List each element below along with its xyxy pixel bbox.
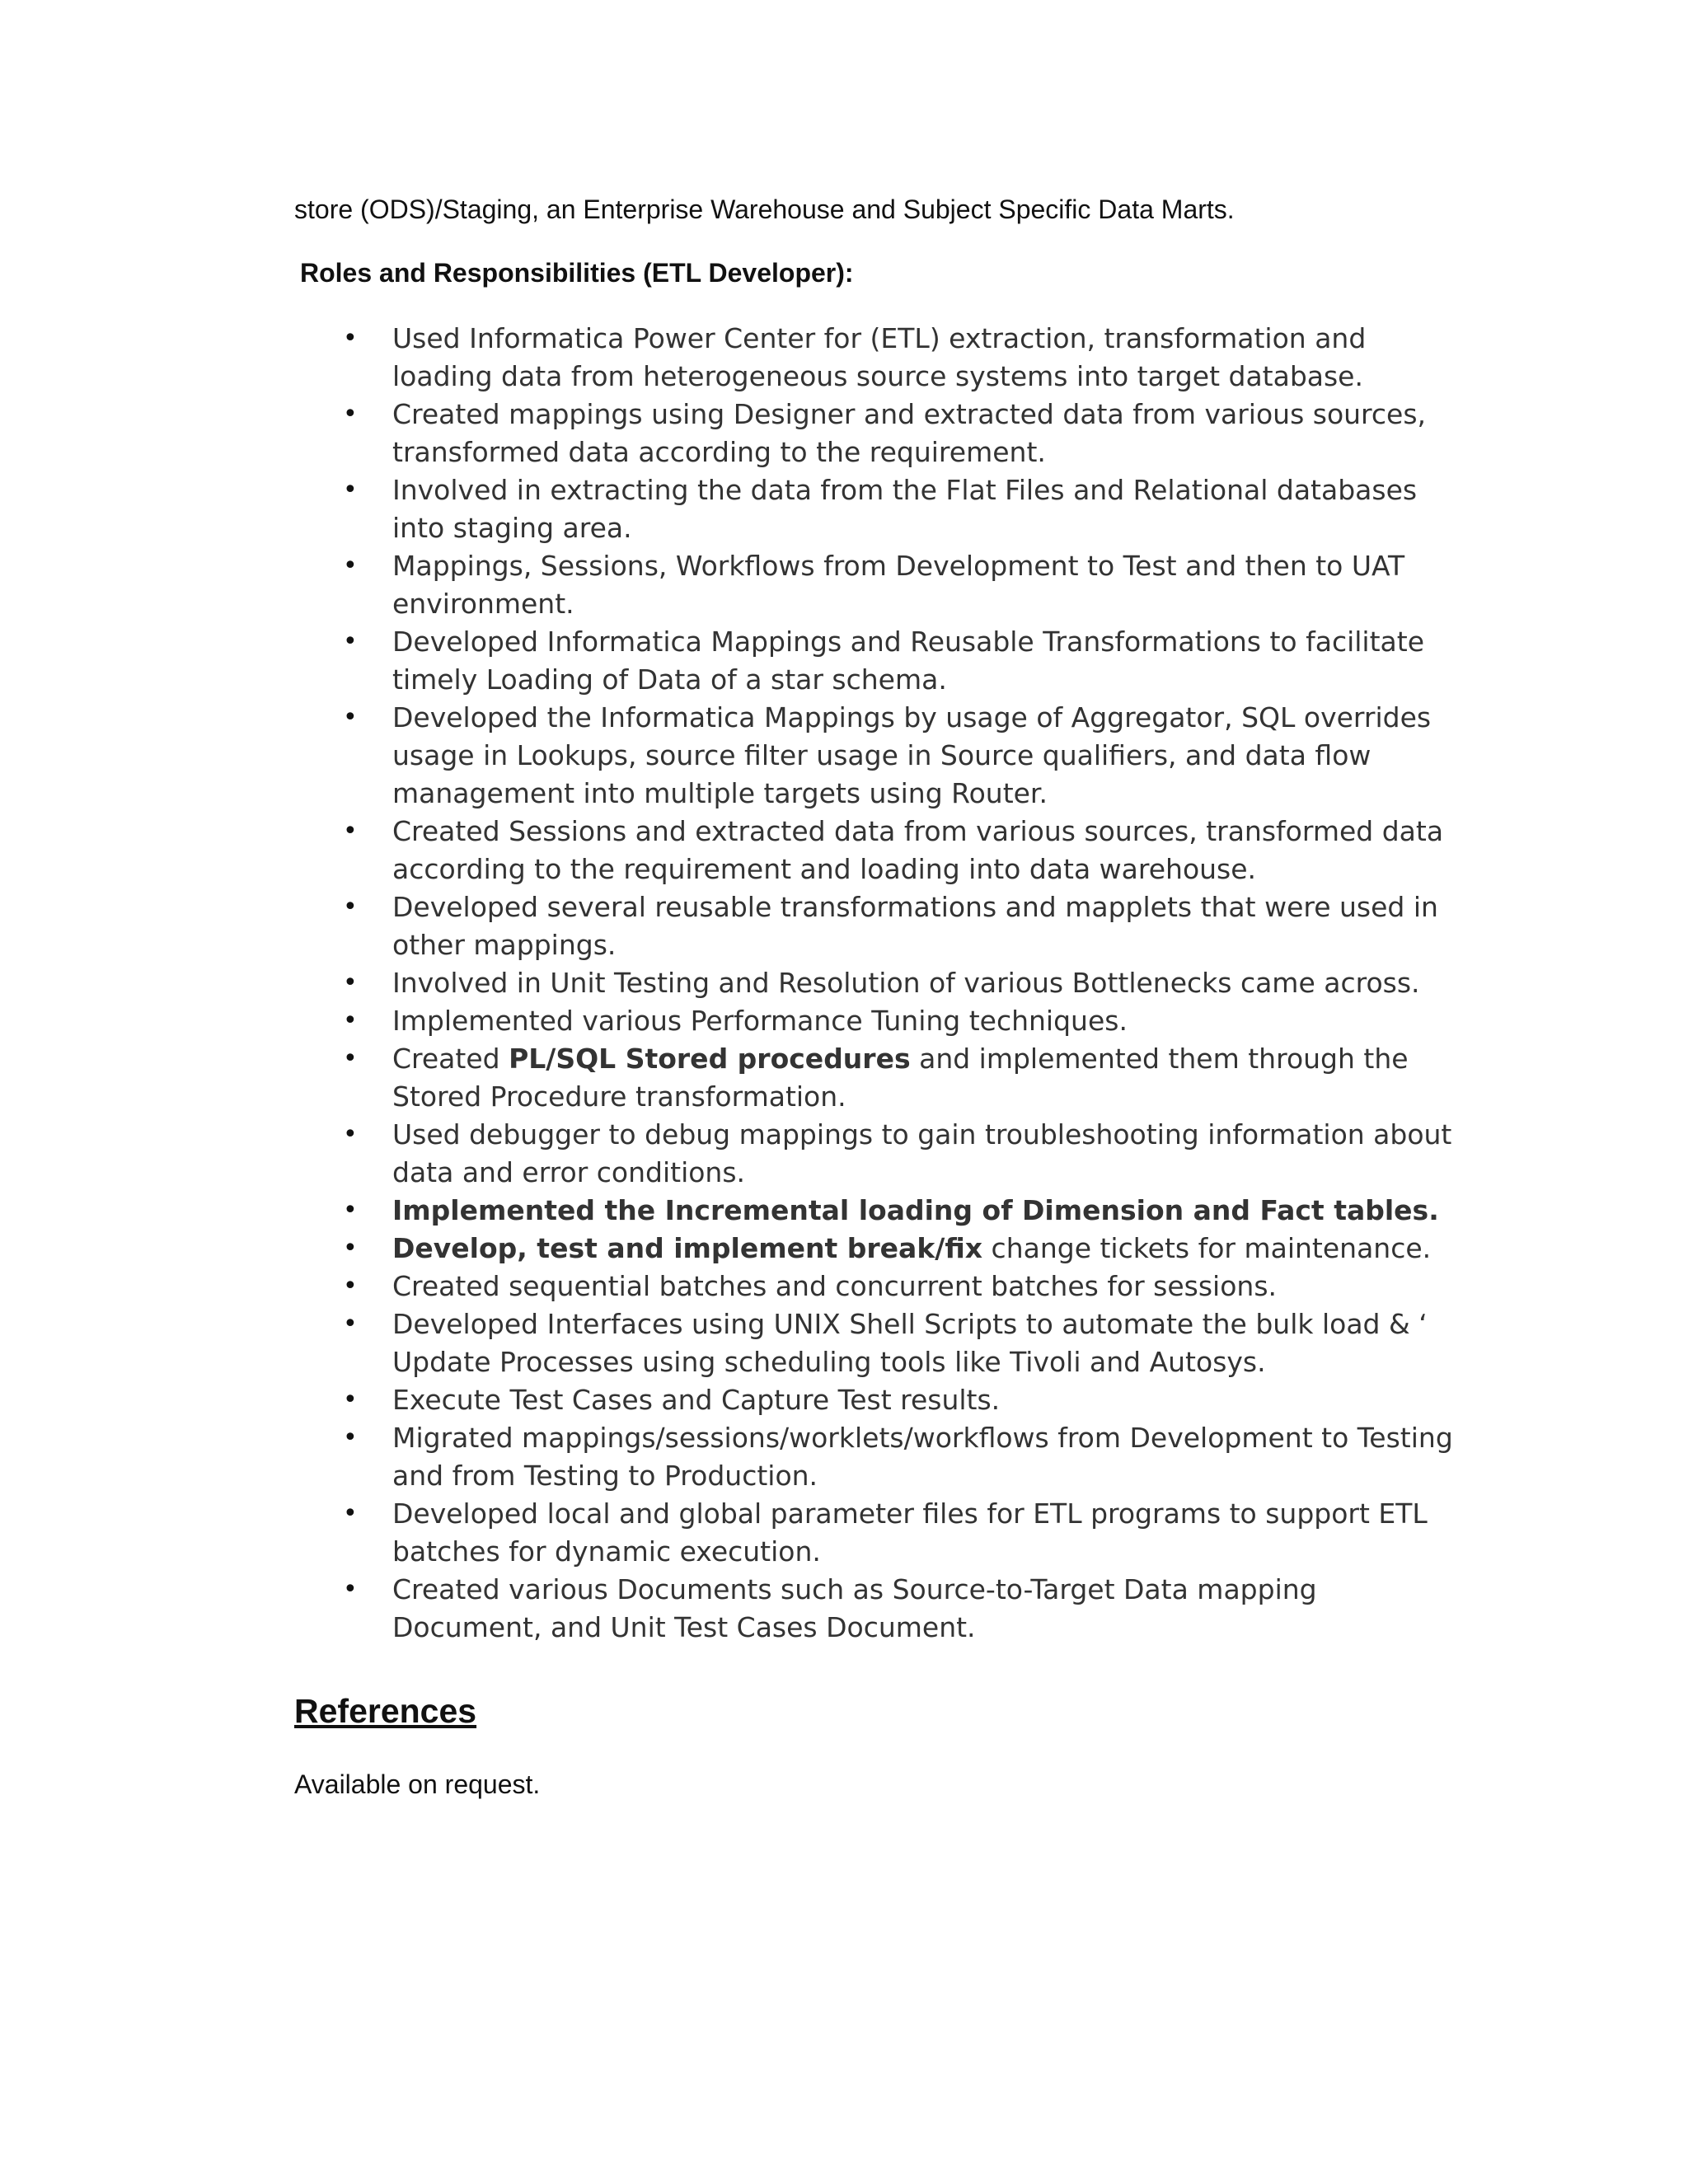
list-item-text bbox=[392, 547, 1497, 623]
bold-text: Implemented the Incremental loading of Dimension and Fact tables. bbox=[392, 1194, 1439, 1226]
text-run: Involved in Unit Testing and Resolution of various Bottlenecks came across. bbox=[392, 967, 1420, 999]
bullet-icon: • bbox=[343, 893, 358, 921]
text-run: Mappings, Sessions, Workflows from Development to Test and then to UAT environment. bbox=[392, 550, 1405, 620]
list-item bbox=[0, 813, 1497, 888]
references-text: Available on request. bbox=[294, 1769, 541, 1799]
list-item bbox=[0, 1381, 1497, 1419]
list-item-text bbox=[392, 964, 1497, 1002]
text-run: Created mappings using Designer and extracted data from various sources, transformed data according to the requirement. bbox=[392, 398, 1427, 468]
responsibilities-list bbox=[0, 320, 1688, 1647]
list-item bbox=[0, 1116, 1497, 1192]
list-item-text bbox=[392, 1192, 1497, 1230]
list-item bbox=[0, 396, 1497, 471]
list-item-text bbox=[392, 1002, 1497, 1040]
list-item bbox=[0, 1230, 1497, 1268]
text-run: Used Informatica Power Center for (ETL) extraction, transformation and loading data from heterogeneous source systems into target database. bbox=[392, 322, 1367, 392]
bullet-icon: • bbox=[343, 476, 358, 504]
bullet-icon: • bbox=[343, 551, 358, 580]
list-item-text bbox=[392, 1419, 1497, 1495]
text-run: Used debugger to debug mappings to gain troubleshooting information about data and error conditions. bbox=[392, 1118, 1452, 1188]
list-item bbox=[0, 1419, 1497, 1495]
bullet-icon: • bbox=[343, 1120, 358, 1149]
roles-heading: Roles and Responsibilities (ETL Developer): bbox=[300, 258, 854, 288]
text-run: Created bbox=[392, 1043, 509, 1075]
list-item-text bbox=[392, 1116, 1497, 1192]
list-item bbox=[0, 1192, 1497, 1230]
list-item bbox=[0, 699, 1497, 813]
list-item bbox=[0, 888, 1497, 964]
list-item bbox=[0, 1495, 1497, 1571]
list-item-text bbox=[392, 320, 1497, 396]
references-heading: References bbox=[294, 1692, 477, 1730]
list-item-text bbox=[392, 471, 1497, 547]
intro-line: store (ODS)/Staging, an Enterprise Warehouse and Subject Specific Data Marts. bbox=[294, 194, 1235, 224]
bullet-icon: • bbox=[343, 1234, 358, 1263]
bullet-icon: • bbox=[343, 817, 358, 846]
text-run: Developed the Informatica Mappings by usage of Aggregator, SQL overrides usage in Lookups, source filter usage in Source qualifiers, and data flow management into multiple targets using Router. bbox=[392, 701, 1432, 809]
list-item-text bbox=[392, 1495, 1497, 1571]
bullet-icon: • bbox=[343, 1006, 358, 1035]
list-item-text bbox=[392, 1040, 1497, 1116]
text-run: Created Sessions and extracted data from various sources, transformed data according to the requirement and loading into data warehouse. bbox=[392, 815, 1444, 885]
list-item bbox=[0, 623, 1497, 699]
text-run: Developed Informatica Mappings and Reusable Transformations to facilitate timely Loading of Data of a star schema. bbox=[392, 626, 1425, 696]
list-item-text bbox=[392, 1268, 1497, 1305]
bullet-icon: • bbox=[343, 1044, 358, 1073]
bullet-icon: • bbox=[343, 1385, 358, 1414]
list-item-text bbox=[392, 1230, 1497, 1268]
bullet-icon: • bbox=[343, 627, 358, 656]
text-run: change tickets for maintenance. bbox=[982, 1232, 1432, 1264]
list-item-text bbox=[392, 699, 1497, 813]
list-item-text bbox=[392, 1571, 1497, 1647]
text-run: Developed local and global parameter files for ETL programs to support ETL batches for dynamic execution. bbox=[392, 1497, 1428, 1568]
text-run: Created various Documents such as Source-to-Target Data mapping Document, and Unit Test Cases Document. bbox=[392, 1573, 1317, 1643]
list-item bbox=[0, 320, 1497, 396]
list-item bbox=[0, 471, 1497, 547]
bullet-icon: • bbox=[343, 324, 358, 353]
bullet-icon: • bbox=[343, 1575, 358, 1604]
text-run: Execute Test Cases and Capture Test results. bbox=[392, 1384, 1001, 1416]
list-item bbox=[0, 1002, 1497, 1040]
text-run: Migrated mappings/sessions/worklets/workflows from Development to Testing and from Testing to Production. bbox=[392, 1422, 1453, 1492]
bold-text: Develop, test and implement break/fix bbox=[392, 1232, 983, 1264]
list-item bbox=[0, 964, 1497, 1002]
bullet-icon: • bbox=[343, 1196, 358, 1225]
bold-text: PL/SQL Stored procedures bbox=[509, 1043, 911, 1075]
list-item bbox=[0, 1040, 1497, 1116]
text-run: Created sequential batches and concurrent batches for sessions. bbox=[392, 1270, 1278, 1302]
list-item-text bbox=[392, 396, 1497, 471]
bullet-icon: • bbox=[343, 1310, 358, 1338]
list-item bbox=[0, 1571, 1497, 1647]
text-run: and implemented them through the Stored Procedure transformation. bbox=[392, 1043, 1409, 1113]
text-run: Developed Interfaces using UNIX Shell Scripts to automate the bulk load & ‘ Update Processes using scheduling tools like Tivoli and Autosys. bbox=[392, 1308, 1428, 1378]
text-run: Implemented various Performance Tuning techniques. bbox=[392, 1005, 1128, 1037]
bullet-icon: • bbox=[343, 1499, 358, 1528]
bullet-icon: • bbox=[343, 1423, 358, 1452]
bullet-icon: • bbox=[343, 400, 358, 429]
bullet-icon: • bbox=[343, 1272, 358, 1301]
list-item-text bbox=[392, 1305, 1497, 1381]
list-item-text bbox=[392, 623, 1497, 699]
text-run: Involved in extracting the data from the Flat Files and Relational databases into staging area. bbox=[392, 474, 1418, 544]
text-run: Developed several reusable transformations and mapplets that were used in other mappings. bbox=[392, 891, 1438, 961]
list-item bbox=[0, 547, 1497, 623]
bullet-icon: • bbox=[343, 703, 358, 732]
list-item-text bbox=[392, 1381, 1497, 1419]
list-item-text bbox=[392, 888, 1497, 964]
list-item-text bbox=[392, 813, 1497, 888]
bullet-icon: • bbox=[343, 968, 358, 997]
list-item bbox=[0, 1268, 1497, 1305]
list-item bbox=[0, 1305, 1497, 1381]
